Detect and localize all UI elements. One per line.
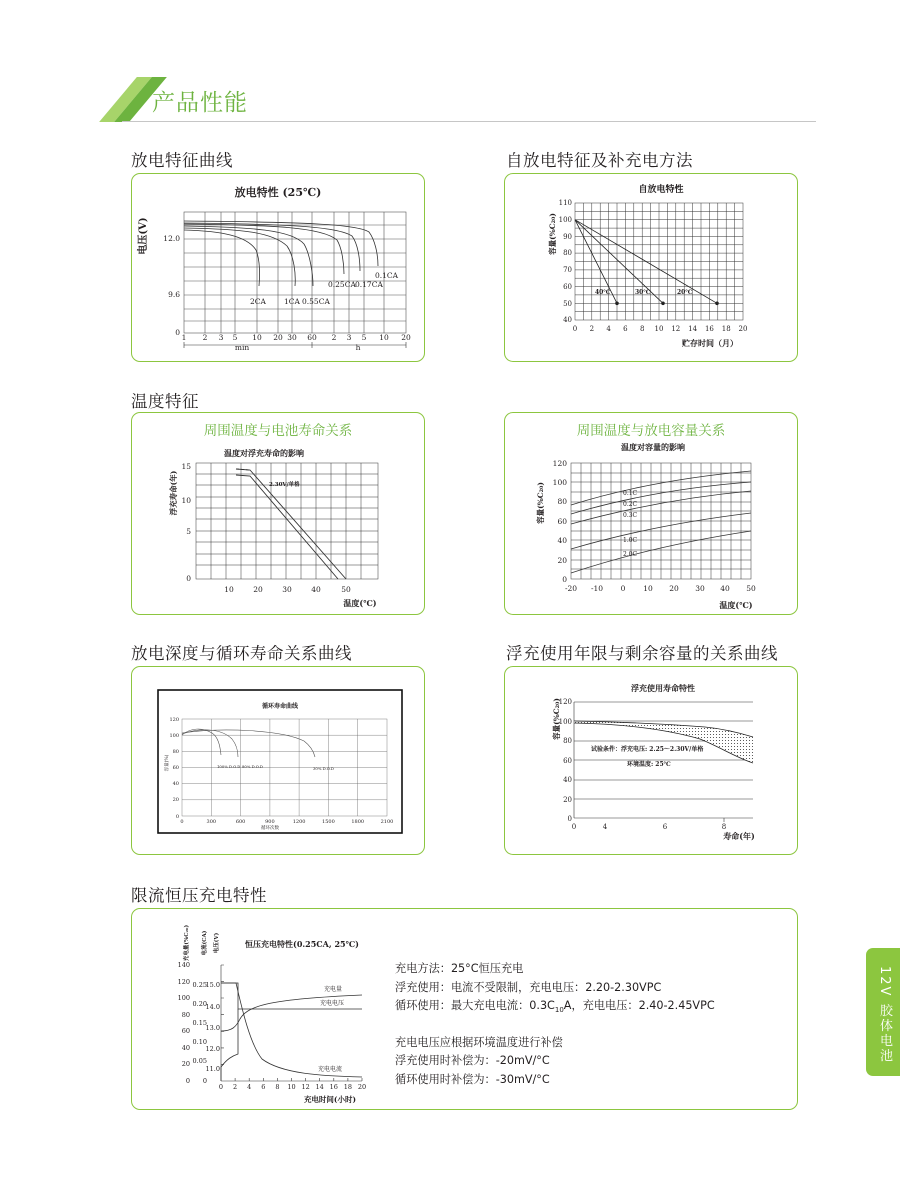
temp-life-subtitle: 周围温度与电池寿命关系	[203, 423, 353, 439]
svg-text:40: 40	[720, 584, 730, 593]
cycle-ylabel: 容量(%)	[165, 754, 170, 772]
self-discharge-xticks	[573, 325, 748, 333]
svg-text:2: 2	[331, 333, 337, 342]
svg-text:3: 3	[346, 333, 352, 342]
curve-1ca	[184, 228, 295, 286]
charge-axes	[221, 965, 362, 1081]
temp-capacity-xticks	[565, 584, 756, 593]
float-life-xticks	[572, 823, 726, 831]
svg-text:40: 40	[563, 316, 572, 324]
self-discharge-chart-box	[504, 173, 798, 362]
cycle-chart	[132, 667, 424, 854]
svg-text:充电电流: 充电电流	[318, 1066, 343, 1073]
float-use-label: 浮充使用：	[395, 980, 451, 994]
svg-text:0: 0	[202, 1077, 207, 1085]
svg-text:100: 100	[558, 216, 572, 224]
svg-text:0.3C: 0.3C	[623, 512, 638, 519]
self-discharge-chart	[505, 174, 797, 361]
svg-text:10: 10	[181, 496, 191, 505]
svg-text:1: 1	[181, 333, 187, 342]
svg-text:14: 14	[315, 1083, 324, 1091]
svg-text:50: 50	[746, 584, 756, 593]
svg-text:6: 6	[623, 325, 628, 333]
svg-text:0.55CA: 0.55CA	[302, 297, 330, 306]
float-comp-label: 浮充使用时补偿为：	[395, 1054, 496, 1068]
svg-text:20: 20	[253, 585, 263, 594]
svg-text:1500: 1500	[322, 819, 335, 825]
heading-float-life: 浮充使用年限与剩余容量的关系曲线	[506, 644, 778, 663]
curve-current	[221, 983, 362, 1077]
svg-text:10: 10	[643, 584, 653, 593]
svg-text:0.17CA: 0.17CA	[355, 280, 383, 289]
svg-text:1800: 1800	[351, 819, 365, 825]
svg-text:40: 40	[181, 1044, 190, 1052]
curve-voltage-rise	[221, 1009, 238, 1081]
svg-text:1200: 1200	[292, 819, 306, 825]
svg-text:0.25: 0.25	[192, 981, 207, 989]
svg-text:12.0: 12.0	[205, 1045, 220, 1053]
svg-text:15: 15	[181, 462, 191, 471]
svg-text:-20: -20	[564, 584, 578, 593]
svg-text:0: 0	[180, 819, 184, 825]
svg-text:16: 16	[704, 325, 714, 333]
svg-text:0: 0	[186, 574, 191, 583]
svg-text:0: 0	[567, 815, 572, 823]
cycle-use-row	[395, 997, 715, 1020]
svg-text:8: 8	[721, 823, 727, 831]
svg-text:1.0C: 1.0C	[623, 537, 638, 544]
cycle-title: 循环寿命曲线	[261, 703, 299, 710]
side-tab	[866, 948, 900, 1076]
charge-title: 恒压充电特性(0.25CA, 25℃)	[245, 939, 359, 949]
svg-text:120: 120	[177, 978, 190, 986]
svg-text:10: 10	[287, 1083, 296, 1091]
discharge-xticks	[182, 333, 411, 342]
heading-cycle: 放电深度与循环寿命关系曲线	[131, 644, 352, 663]
self-discharge-xlabel: 贮存时间（月）	[682, 338, 738, 348]
svg-text:0.1C: 0.1C	[623, 490, 638, 497]
svg-text:20: 20	[273, 333, 283, 342]
float-use-row	[395, 979, 715, 998]
svg-text:0.1CA: 0.1CA	[375, 271, 399, 280]
svg-text:110: 110	[558, 199, 572, 207]
svg-text:0.15: 0.15	[192, 1019, 207, 1027]
svg-text:20: 20	[181, 1060, 190, 1068]
cycle-use-current: 最大充电电流：0.3C	[450, 999, 555, 1012]
charge-y1-ticks	[178, 961, 190, 1085]
charge-axis-label-1: 充电量(%C₂₀)	[184, 924, 190, 962]
svg-text:60: 60	[563, 757, 572, 765]
cycle-use-subscript: 10	[554, 1006, 564, 1015]
cycle-frame	[158, 690, 402, 833]
header-divider	[122, 121, 816, 122]
svg-text:80: 80	[181, 1011, 190, 1019]
temp-life-xlabel: 温度(℃)	[343, 598, 377, 608]
svg-text:30: 30	[695, 584, 705, 593]
svg-text:80: 80	[563, 737, 572, 745]
compensation-title: 充电电压应根据环境温度进行补偿	[395, 1035, 563, 1049]
svg-text:60: 60	[172, 765, 179, 771]
charge-y3-ticks	[206, 981, 220, 1073]
unit-h: h	[355, 343, 361, 352]
curve-2ca	[184, 230, 260, 286]
svg-text:0.10: 0.10	[192, 1038, 207, 1046]
charge-axis-label-3: 电压(V)	[214, 932, 220, 954]
svg-text:80% D.O.D: 80% D.O.D	[242, 764, 263, 769]
discharge-yticks	[163, 234, 180, 337]
svg-text:60: 60	[557, 517, 567, 526]
svg-text:2CA: 2CA	[250, 297, 266, 306]
temp-capacity-title: 温度对容量的影响	[621, 442, 685, 452]
svg-text:8: 8	[275, 1083, 280, 1091]
svg-text:14: 14	[688, 325, 698, 333]
svg-text:0: 0	[175, 814, 179, 820]
charge-info	[395, 960, 715, 1089]
temp-capacity-grid	[571, 463, 751, 579]
temp-life-grid	[196, 463, 378, 579]
svg-text:3: 3	[218, 333, 224, 342]
discharge-ylabel: 电压(V)	[138, 217, 149, 255]
svg-text:20: 20	[172, 797, 179, 803]
temp-life-ylabel: 浮充寿命(年)	[169, 470, 178, 516]
svg-text:2: 2	[202, 333, 208, 342]
self-discharge-title: 自放电特性	[638, 185, 684, 195]
float-life-chart	[505, 667, 797, 854]
svg-text:6: 6	[662, 823, 668, 831]
svg-text:120: 120	[169, 717, 179, 723]
svg-text:50: 50	[563, 300, 572, 308]
svg-text:70: 70	[563, 266, 572, 274]
svg-text:-10: -10	[590, 584, 604, 593]
tick: 9.6	[168, 290, 180, 299]
cycle-xticks	[180, 819, 393, 825]
cycle-chart-box	[131, 666, 425, 855]
float-comp-value: -20mV/°C	[495, 1054, 550, 1068]
self-discharge-yticks	[559, 199, 572, 324]
svg-text:0.20: 0.20	[192, 1000, 207, 1008]
svg-text:20: 20	[738, 325, 748, 333]
temp-capacity-subtitle: 周围温度与放电容量关系	[576, 423, 726, 439]
svg-text:10: 10	[224, 585, 234, 594]
self-discharge-labels	[595, 289, 693, 296]
svg-text:18: 18	[721, 325, 731, 333]
discharge-unit-bar	[184, 342, 406, 348]
svg-text:30: 30	[282, 585, 292, 594]
svg-text:14.0: 14.0	[205, 1003, 220, 1011]
svg-text:2: 2	[589, 325, 595, 333]
spacer	[395, 1020, 715, 1034]
charge-chart	[132, 909, 392, 1109]
svg-text:11.0: 11.0	[205, 1065, 220, 1073]
temp-life-xticks	[224, 585, 351, 594]
svg-text:90: 90	[563, 233, 572, 241]
svg-text:0: 0	[571, 823, 577, 831]
svg-text:60: 60	[307, 333, 317, 342]
discharge-curve-labels	[250, 271, 399, 306]
svg-text:4: 4	[606, 325, 611, 333]
svg-text:15.0: 15.0	[205, 981, 220, 989]
svg-text:30: 30	[287, 333, 297, 342]
svg-text:80: 80	[557, 497, 567, 506]
svg-text:充电量: 充电量	[324, 986, 343, 993]
svg-text:16: 16	[329, 1083, 338, 1091]
svg-text:1CA: 1CA	[284, 297, 300, 306]
svg-text:30℃: 30℃	[635, 289, 651, 296]
svg-text:40: 40	[557, 536, 567, 545]
svg-text:4: 4	[247, 1083, 252, 1091]
svg-text:20: 20	[557, 556, 567, 565]
float-life-xlabel: 寿命(年)	[723, 831, 755, 841]
cycle-comp-label: 循环使用时补偿为：	[395, 1072, 496, 1086]
svg-text:50: 50	[341, 585, 351, 594]
svg-text:2.0C: 2.0C	[623, 551, 638, 558]
cycle-use-voltage: A，充电电压：2.40-2.45VPC	[563, 999, 715, 1012]
temp-capacity-xlabel: 温度(℃)	[719, 600, 753, 610]
side-tab-label: 12V 胶体电池	[877, 966, 892, 1064]
svg-text:0.25CA: 0.25CA	[328, 280, 356, 289]
svg-text:100: 100	[177, 994, 190, 1002]
heading-temperature: 温度特征	[131, 392, 199, 411]
temp-life-yticks	[181, 462, 191, 583]
heading-charge: 限流恒压充电特性	[131, 886, 267, 905]
svg-text:5: 5	[186, 527, 191, 536]
svg-text:600: 600	[235, 819, 246, 825]
cycle-xlabel: 循环次数	[261, 826, 279, 831]
temp-life-chart	[132, 413, 424, 614]
svg-text:40: 40	[563, 776, 572, 784]
svg-text:140: 140	[177, 961, 190, 969]
float-life-condition-2: 环境温度: 25℃	[627, 761, 671, 768]
svg-text:10: 10	[252, 333, 262, 342]
svg-text:2100: 2100	[380, 819, 394, 825]
self-discharge-ylabel: 容量(%C₂₀)	[548, 213, 557, 255]
svg-text:0: 0	[185, 1077, 190, 1085]
svg-text:10: 10	[379, 333, 389, 342]
svg-text:120: 120	[558, 698, 572, 706]
svg-text:60: 60	[563, 283, 572, 291]
svg-text:20: 20	[669, 584, 679, 593]
temp-capacity-ylabel: 容量(%C₂₀)	[536, 482, 545, 524]
svg-text:20: 20	[401, 333, 411, 342]
discharge-chart-title: 放电特性 (25℃)	[234, 186, 322, 199]
float-life-grid	[574, 702, 753, 818]
svg-text:0.05: 0.05	[192, 1057, 207, 1065]
svg-text:80: 80	[172, 749, 179, 755]
float-comp-row	[395, 1052, 715, 1071]
temp-life-title: 温度对浮充寿命的影响	[224, 448, 304, 458]
curve-017ca	[184, 223, 360, 271]
svg-text:20: 20	[357, 1083, 367, 1091]
svg-text:6: 6	[261, 1083, 266, 1091]
charge-axis-label-2: 电流(CA)	[202, 930, 208, 956]
heading-self-discharge: 自放电特征及补充电方法	[506, 151, 693, 170]
temp-capacity-chart	[505, 413, 797, 614]
curve-055ca	[184, 226, 313, 286]
charge-curve-labels	[318, 985, 344, 1073]
svg-text:2: 2	[233, 1083, 238, 1091]
svg-text:40: 40	[172, 781, 179, 787]
svg-text:0: 0	[572, 325, 578, 333]
float-use-value: 电流不受限制，充电电压：2.20-2.30VPC	[450, 980, 662, 994]
temp-life-chart-box	[131, 412, 425, 615]
cycle-comp-row	[395, 1071, 715, 1090]
charge-method: 充电方法：25°C恒压充电	[395, 962, 524, 975]
cycle-comp-value: -30mV/°C	[495, 1072, 550, 1086]
svg-text:40℃: 40℃	[595, 289, 611, 296]
float-life-ylabel: 容量(%C₂₀)	[552, 698, 561, 740]
svg-text:13.0: 13.0	[205, 1024, 220, 1032]
charge-xticks	[219, 1083, 366, 1091]
svg-text:0: 0	[562, 575, 567, 584]
svg-text:30% D.O.D: 30% D.O.D	[313, 766, 334, 771]
float-life-title: 浮充使用寿命特性	[631, 683, 695, 693]
svg-text:18: 18	[343, 1083, 353, 1091]
svg-text:20℃: 20℃	[677, 289, 693, 296]
svg-text:0: 0	[218, 1083, 224, 1091]
tick: 12.0	[163, 234, 180, 243]
svg-text:100: 100	[558, 718, 572, 726]
svg-text:12: 12	[671, 325, 681, 333]
svg-text:300: 300	[206, 819, 217, 825]
svg-text:60: 60	[181, 1027, 190, 1035]
temp-capacity-yticks	[553, 459, 568, 584]
svg-text:4: 4	[602, 823, 608, 831]
svg-text:8: 8	[639, 325, 645, 333]
svg-text:100: 100	[169, 733, 179, 739]
svg-text:100: 100	[552, 478, 567, 487]
cycle-curves	[182, 729, 315, 757]
unit-min: min	[234, 343, 250, 352]
temp-capacity-labels	[623, 490, 638, 558]
cycle-yticks	[169, 717, 179, 820]
svg-text:5: 5	[232, 333, 238, 342]
svg-text:充电电压: 充电电压	[320, 1000, 345, 1007]
svg-text:80: 80	[563, 249, 572, 257]
svg-text:40: 40	[311, 585, 321, 594]
discharge-chart	[132, 174, 424, 361]
svg-text:20: 20	[563, 796, 572, 804]
svg-text:0: 0	[620, 584, 626, 593]
svg-text:100% D.O.D: 100% D.O.D	[217, 764, 241, 769]
float-life-band	[574, 721, 753, 763]
svg-text:0.2C: 0.2C	[623, 501, 638, 508]
temp-capacity-chart-box	[504, 412, 798, 615]
tick: 0	[175, 328, 180, 337]
svg-text:10: 10	[654, 325, 664, 333]
temp-life-curve-label: 2.30V/单格	[269, 482, 300, 488]
svg-text:900: 900	[265, 819, 275, 825]
page-title: 产品性能	[152, 90, 248, 116]
svg-text:12: 12	[301, 1083, 310, 1091]
float-life-condition-1: 试验条件：浮充电压: 2.25～2.30V/单格	[591, 746, 704, 753]
discharge-chart-box	[131, 173, 425, 362]
charge-xlabel: 充电时间(小时)	[303, 1095, 357, 1104]
svg-text:5: 5	[361, 333, 367, 342]
float-life-chart-box	[504, 666, 798, 855]
cycle-use-label: 循环使用：	[395, 999, 451, 1012]
svg-text:120: 120	[552, 459, 567, 468]
heading-discharge: 放电特征曲线	[131, 151, 233, 170]
